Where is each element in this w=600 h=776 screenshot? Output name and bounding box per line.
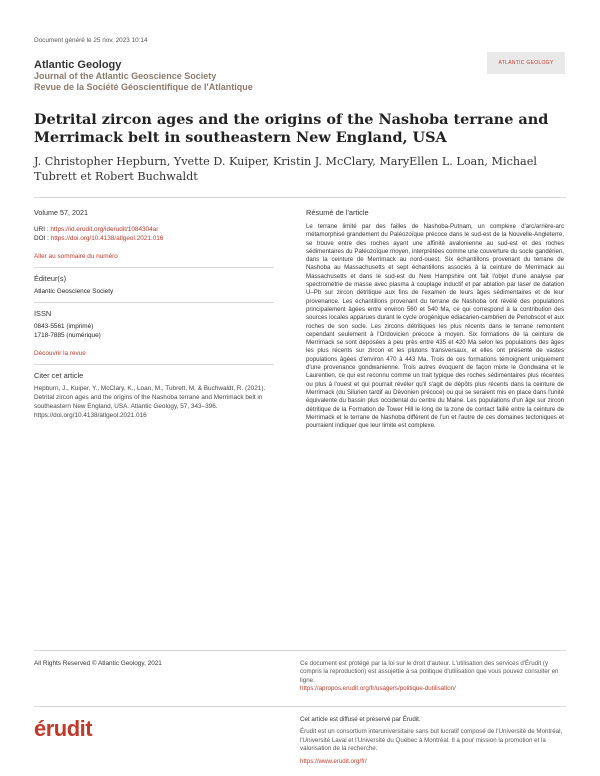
diffusion-text: Érudit est un consortium interuniversitaire sans but lucratif composé de l'Université de Montréal, l'Université Laval et l'Université du Québec à Montréal. Il a pour mission la promotion et la valorisation de la recherche.: [300, 728, 563, 753]
journal-logo: [487, 52, 565, 74]
journal-name: Atlantic Geology: [34, 59, 122, 71]
journal-subtitle-en: Journal of the Atlantic Geoscience Society: [34, 71, 217, 81]
publisher-label: Éditeur(s): [34, 274, 67, 283]
divider: [34, 650, 566, 651]
issn-label: ISSN: [34, 309, 52, 318]
journal-logo-text: ATLANTIC GEOLOGY: [498, 60, 554, 66]
divider: [34, 197, 566, 198]
journal-subtitle-fr: Revue de la Société Géoscientifique de l'Atlantique: [34, 82, 253, 92]
copyright-text: Ce document est protégé par la loi sur le droit d'auteur. L'utilisation des services d'Érudit (y compris la reproduction) est assujettie à sa politique d'utilisation que vous pouvez consulter en ligne.: [300, 660, 559, 684]
discover-link[interactable]: Découvrir la revue: [34, 350, 86, 357]
generated-timestamp: Document généré le 25 nov. 2023 10:14: [34, 37, 148, 44]
publisher: Atlantic Geoscience Society: [34, 288, 114, 295]
journal-header: [34, 59, 253, 93]
abstract-text: Le terrane limité par des failles de Nashoba-Putnam, un complexe d'arc/arrière-arc métamorphisé grandement du Paléozoïque précoce dans le sud-est de la Nouvelle-Angleterre, se trouve entre des roches ayant une affinité avalonienne au sud-est et des roches sédimentaires du Paléozoïque moyen, interprétées comme une couverture du socle gandérien, dans la ceinture de Merrimack au nord-ouest. Six échantillons provenant du terrane de Nashoba au Massachusetts et sept échantillons associés à la ceinture de Merrimack au Massachusetts et dans le sud-est du New Hampshire ont fait l'objet d'une analyse par spectrométrie de masse avec plasma à couplage inductif et par ablation par laser de datation U–Pb sur zircon détritique aux fins de l'examen de leurs âges sédimentaires et de leur provenance. Les échantillons provenant du terrane de Nashoba ont révélé des populations principalement âgées entre environ 560 et 540 Ma, ce qui correspond à la contribution des sources locales apparues durant le cycle orogénique édiacarien-cambrien de Penobscot et aux roches de son socle. Les zircons détritiques les plus récents dans le terrane remontent cependant seulement à l'Ordovicien précoce à moyen. Six formations de la ceinture de Merrimack se sont déposées à peu près entre 435 et 420 Ma selon les populations des âges les plus récents sur zircon et les plutons transversaux, et elles ont présenté de vastes populations âgées d'environ 470 à 443 Ma. Trois de ces formations témoignent uniquement d'une provenance gondwanienne. Trois autres évoquent de façon mixte le Gondwana et le Laurentien, ce qui est reconnu comme un trait typique des roches sédimentaires plus récentes ou plus à l'ouest et qui pourrait révéler qu'il s'agit de dépôts plus récents dans la ceinture de Merrimack (du Silurien tardif au Dévonien précoce) ou qui se seraient mis en place dans l'unité équivalente du bassin plus occidental du centre du Maine. Les populations d'un âge sur zircon détritique de la Formation de Tower Hill le long de la zone de contact faillé entre la ceinture de Merrimack et le terrane de Nashoba diffèrent de l'un et l'autre de ces domaines tectoniques et pourraient indiquer que leur limite est complexe.: [306, 223, 564, 430]
article-metadata: [34, 208, 274, 420]
erudit-logo: érudit: [34, 716, 93, 741]
divider: [34, 302, 274, 303]
summary-link[interactable]: Aller au sommaire du numéro: [34, 253, 118, 260]
divider: [34, 267, 274, 268]
uri-line: [34, 225, 274, 234]
doi-label: DOI :: [34, 235, 51, 242]
issn-digital: 1718-7885 (numérique): [34, 332, 101, 339]
article-title: Detrital zircon ages and the origins of the Nashoba terrane and Merrimack belt in southeastern New England, USA: [34, 111, 549, 146]
diffusion-title: Cet article est diffusé et préservé par Érudit.: [300, 716, 421, 723]
uri-link[interactable]: https://id.erudit.org/iderudit/1084304ar: [50, 226, 159, 233]
volume: Volume 57, 2021: [34, 208, 88, 217]
copyright-notice: [300, 660, 566, 694]
divider: [34, 706, 566, 707]
erudit-link[interactable]: https://www.erudit.org/fr/: [300, 757, 367, 765]
cite-label: Citer cet article: [34, 371, 84, 380]
doi-line: [34, 234, 274, 243]
diffusion-notice: [300, 716, 566, 766]
issn-print: 0843-5561 (imprimé): [34, 323, 94, 330]
rights-notice: All Rights Reserved © Atlantic Geology, 2021: [34, 660, 162, 667]
article-authors: J. Christopher Hepburn, Yvette D. Kuiper, Kristin J. McClary, MaryEllen L. Loan, Michael Tubrett et Robert Buchwaldt: [34, 155, 537, 183]
divider: [34, 364, 274, 365]
citation: Hepburn, J., Kuiper, Y., McClary, K., Loan, M., Tubrett, M. & Buchwaldt, R. (2021). Detrital zircon ages and the origins of the Nashoba terrane and Merrimack belt in southeastern New England, USA. Atlantic Geology, 57, 343–396. https://doi.org/10.4138/atlgeol.2021.016: [34, 385, 266, 419]
abstract-section: [306, 208, 564, 430]
policy-link[interactable]: https://apropos.erudit.org/fr/usagers/politique-dutilisation/: [300, 685, 456, 693]
abstract-label: Résumé de l'article: [306, 208, 369, 217]
doi-link[interactable]: https://doi.org/10.4138/atlgeol.2021.016: [50, 235, 164, 242]
uri-label: URI :: [34, 226, 51, 233]
